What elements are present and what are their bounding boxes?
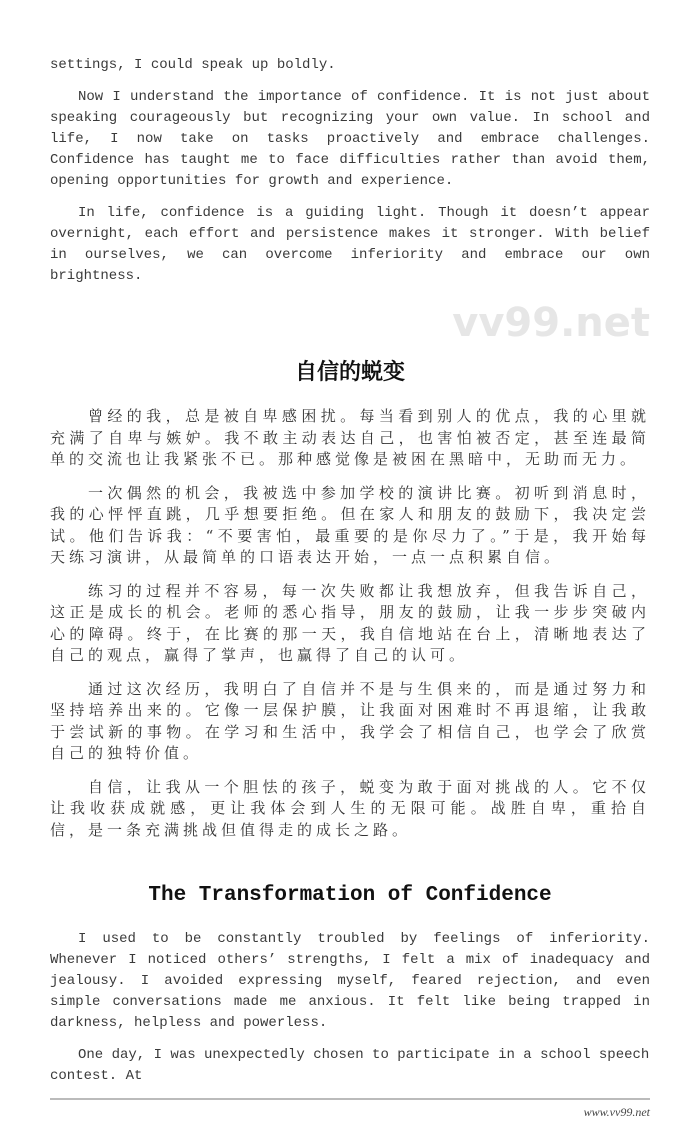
chinese-title: 自信的蜕变 bbox=[294, 360, 405, 385]
chinese-paragraph: 通过这次经历，我明白了自信并不是与生俱来的，而是通过努力和坚持培养出来的。它像一层保护膜，让我面对困难时不再退缩，让我敢于尝试新的事物。在学习和生活中，我学会了相信自己，也学会了欣赏自己的独特价值。 bbox=[50, 679, 650, 762]
chinese-paragraph: 一次偶然的机会，我被选中参加学校的演讲比赛。初听到消息时，我的心怦怦直跳，几乎想要拒绝。但在家人和朋友的鼓励下，我决定尝试。他们告诉我：“不要害怕，最重要的是你尽力了。”于是，我开始每天练习演讲，从最简单的口语表达开始，一点一点积累自信。 bbox=[50, 483, 650, 566]
paragraph: One day, I was unexpectedly chosen to participate in a school speech contest. At bbox=[50, 1047, 650, 1084]
footer-divider bbox=[50, 1098, 650, 1100]
paragraph-continued: settings, I could speak up boldly. bbox=[50, 57, 336, 73]
chinese-paragraph: 自信，让我从一个胆怯的孩子，蜕变为敢于面对挑战的人。它不仅让我收获成就感，更让我体会到人生的无限可能。战胜自卑，重拾自信，是一条充满挑战但值得走的成长之路。 bbox=[50, 777, 650, 839]
paragraph: I used to be constantly troubled by feelings of inferiority. Whenever I noticed others’ strengths, I felt a mix of inadequacy and jealousy. I avoided expressing myself, feared rejection, and even simple conversations made me anxious. It felt like being trapped in darkness, helpless and powerless. bbox=[50, 931, 650, 1031]
watermark: vv99.net bbox=[452, 300, 650, 346]
chinese-paragraph: 练习的过程并不容易，每一次失败都让我想放弃，但我告诉自己，这正是成长的机会。老师的悉心指导，朋友的鼓励，让我一步步突破内心的障碍。终于，在比赛的那一天，我自信地站在台上，清晰地表达了自己的观点，赢得了掌声，也赢得了自己的认可。 bbox=[50, 581, 650, 664]
paragraph: Now I understand the importance of confidence. It is not just about speaking courageously but recognizing your own value. In school and life, I now take on tasks proactively and embrace challenges. Confidence has taught me to face difficulties rather than avoid them, opening opportunities for growth and experience. bbox=[50, 89, 650, 189]
footer-url: www.vv99.net bbox=[583, 1105, 650, 1119]
chinese-paragraph: 曾经的我，总是被自卑感困扰。每当看到别人的优点，我的心里就充满了自卑与嫉妒。我不敢主动表达自己，也害怕被否定，甚至连最简单的交流也让我紧张不已。那种感觉像是被困在黑暗中，无助而无力。 bbox=[50, 407, 650, 468]
english-title: The Transformation of Confidence bbox=[148, 884, 552, 907]
paragraph: In life, confidence is a guiding light. Though it doesn’t appear overnight, each effort and persistence makes it stronger. With belief in ourselves, we can overcome inferiority and embrace our own brightness. bbox=[50, 205, 650, 284]
